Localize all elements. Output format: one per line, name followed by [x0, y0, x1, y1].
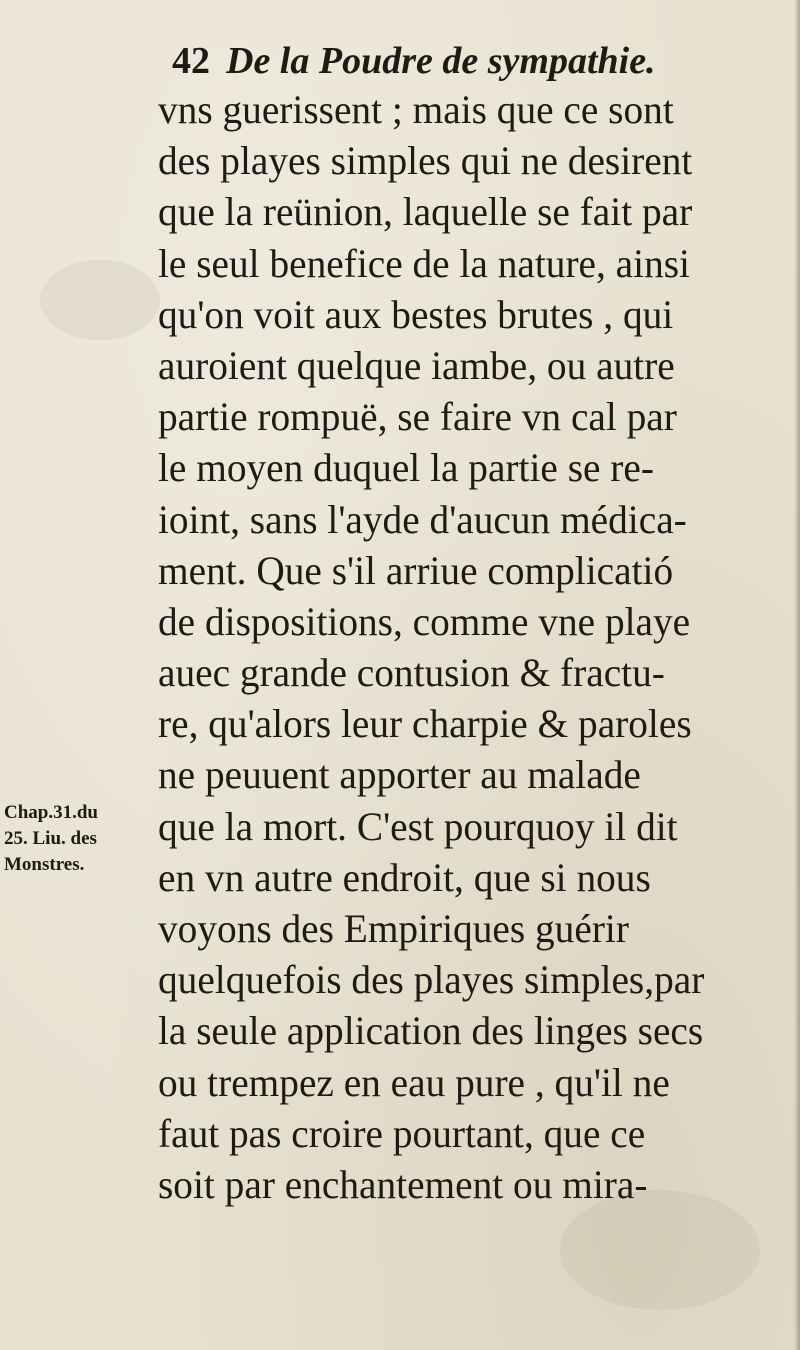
text-line: soit par enchantement ou mira- [158, 1161, 648, 1207]
text-line: de dispositions, comme vne playe [158, 598, 691, 644]
running-title: De la Poudre de sympathie. [226, 40, 656, 82]
text-line: partie rompuë, se faire vn cal par [158, 394, 677, 440]
body-text [158, 84, 768, 1210]
text-line: des playes simples qui ne desirent [158, 138, 693, 184]
page-number: 42 [172, 40, 210, 82]
text-line: qu'on voit aux bestes brutes , qui [158, 291, 674, 337]
text-line: re, qu'alors leur charpie & paroles [158, 701, 692, 747]
text-line: ioint, sans l'ayde d'aucun médica- [158, 496, 687, 542]
text-line: vns guerissent ; mais que ce sont [158, 87, 674, 132]
text-line: que la reünion, laquelle se fait par [158, 189, 693, 235]
text-line: quelquefois des playes simples,par [158, 957, 705, 1003]
text-line: ment. Que s'il arriue complicatió [158, 547, 674, 593]
margin-note-line: Chap.31.du [4, 802, 98, 823]
text-line: auec grande contusion & fractu- [158, 650, 665, 696]
margin-note-line: 25. Liu. des [4, 828, 97, 849]
page-edge-shadow [794, 0, 800, 1350]
text-line: la seule application des linges secs [158, 1008, 704, 1054]
text-line: que la mort. C'est pourquoy il dit [158, 803, 678, 849]
margin-note-line: Monstres. [4, 854, 85, 875]
running-header [172, 34, 732, 88]
text-line: auroient quelque iambe, ou autre [158, 342, 675, 388]
text-line: ou trempez en eau pure , qu'il ne [158, 1059, 670, 1105]
margin-note [4, 800, 154, 878]
text-line: ne peuuent apporter au malade [158, 752, 641, 798]
text-line: en vn autre endroit, que si nous [158, 854, 651, 900]
text-line: voyons des Empiriques guérir [158, 906, 629, 951]
text-line: faut pas croire pourtant, que ce [158, 1110, 646, 1156]
text-line: le moyen duquel la partie se re- [158, 445, 654, 491]
text-line: le seul benefice de la nature, ainsi [158, 240, 690, 286]
paper-stain [40, 260, 160, 340]
